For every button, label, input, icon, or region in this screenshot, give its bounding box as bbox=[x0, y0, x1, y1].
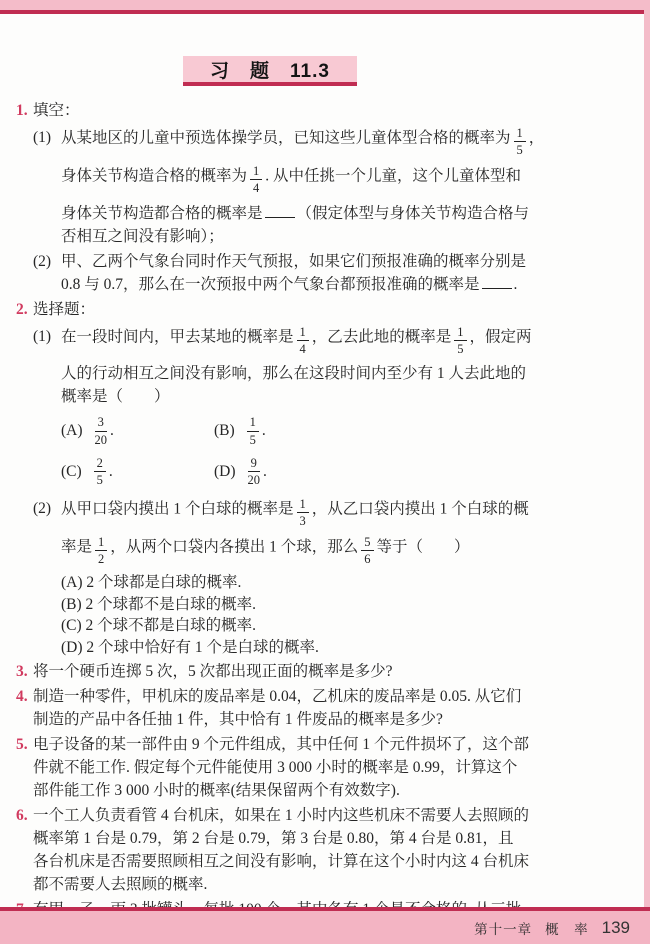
answer-blank bbox=[265, 204, 295, 218]
fraction-denominator: 5 bbox=[96, 473, 103, 488]
fraction-numerator: 1 bbox=[297, 497, 309, 513]
exercise-title-text: 习 题 11.3 bbox=[210, 60, 330, 82]
problem-line: 一个工人负责看管 4 台机床，如果在 1 小时内这些机床不需要人去照顾的 bbox=[33, 807, 530, 825]
option-cell: (B) $\frac{1}{5}$ . bbox=[214, 415, 266, 447]
problem-block bbox=[33, 126, 550, 248]
problem-line: 电子设备的某一部件由 9 个元件组成，其中任何 1 个元件损坏了，这个部 bbox=[33, 736, 530, 754]
problem-line: 否相互之间没有影响）； bbox=[61, 227, 224, 245]
fraction bbox=[297, 497, 309, 529]
option-row bbox=[61, 456, 550, 488]
fraction-numerator: 9 bbox=[248, 456, 261, 472]
option-cell: (A) $\frac{3}{20}$ . bbox=[61, 415, 114, 447]
problem-line: 部件能工作 3 000 小时的概率(结果保留两个有效数字). bbox=[33, 782, 400, 800]
problem-line: 各台机床是否需要照顾相互之间没有影响，计算在这个小时内这 4 台机床 bbox=[33, 853, 530, 871]
fraction bbox=[297, 325, 309, 357]
problem-block bbox=[33, 497, 550, 567]
item-label: (2) bbox=[33, 252, 52, 270]
problem-number: 5. bbox=[16, 736, 28, 754]
option-label: (C) bbox=[61, 462, 82, 480]
problem-line: 将一个硬币连掷 5 次，5 次都出现正面的概率是多少? bbox=[33, 663, 393, 681]
top-pink-band bbox=[0, 0, 650, 10]
problem-block bbox=[16, 99, 550, 122]
fraction bbox=[361, 535, 373, 567]
problem-block bbox=[16, 733, 550, 802]
fraction-numerator: 5 bbox=[361, 535, 373, 551]
fraction-numerator: 1 bbox=[250, 164, 262, 180]
option-line: (A) 2 个球都是白球的概率. bbox=[61, 574, 242, 592]
problem-line: 件就不能工作. 假定每个元件能使用 3 000 小时的概率是 0.99，计算这个 bbox=[33, 759, 518, 777]
fraction-numerator: 1 bbox=[95, 535, 107, 551]
problem-line: 概率第 1 台是 0.79，第 2 台是 0.79，第 3 台是 0.80，第 4 台是 0.81，且 bbox=[33, 830, 514, 848]
option-cell: (C) $\frac{2}{5}$ . bbox=[61, 456, 113, 488]
fraction bbox=[95, 415, 108, 447]
problem-line: 率是 $\frac{1}{2}$ ，从两个口袋内各摸出 1 个球，那么 $\frac{5}{6}$ 等于（ ） bbox=[61, 534, 470, 566]
problem-number: 6. bbox=[16, 807, 28, 825]
item-label: (2) bbox=[33, 499, 52, 517]
fraction-denominator: 5 bbox=[457, 341, 464, 356]
problem-block bbox=[16, 804, 550, 896]
problem-block bbox=[16, 298, 550, 321]
fraction-numerator: 1 bbox=[514, 126, 526, 142]
footer-page-number: 139 bbox=[601, 917, 630, 937]
problem-number: 3. bbox=[16, 663, 28, 681]
page-content bbox=[16, 14, 550, 944]
option-label: (B) bbox=[214, 422, 235, 440]
option-line: (D) 2 个球中恰好有 1 个是白球的概率. bbox=[61, 638, 319, 656]
problem-block bbox=[16, 685, 550, 731]
fraction bbox=[247, 415, 259, 447]
fraction bbox=[94, 456, 106, 488]
footer-pink-band bbox=[0, 911, 650, 944]
problem-line: 人的行动相互之间没有影响，那么在这段时间内至少有 1 人去此地的 bbox=[61, 365, 527, 383]
problem-block bbox=[33, 572, 550, 658]
fraction-denominator: 6 bbox=[364, 551, 371, 566]
problem-block bbox=[33, 325, 550, 409]
problem-line: 甲、乙两个气象台同时作天气预报，如果它们预报准确的概率分别是 bbox=[61, 252, 527, 270]
problem-line: 身体关节构造都合格的概率是 （假定体型与身体关节构造合格与 bbox=[61, 204, 530, 222]
fraction bbox=[250, 164, 262, 196]
problem-list bbox=[16, 99, 550, 944]
option-row bbox=[61, 415, 550, 447]
fraction bbox=[454, 325, 466, 357]
fraction-denominator: 20 bbox=[247, 473, 261, 488]
right-pink-strip bbox=[644, 0, 650, 944]
problem-number: 2. bbox=[16, 300, 28, 318]
fraction-denominator: 4 bbox=[299, 341, 306, 356]
fraction-numerator: 1 bbox=[454, 325, 466, 341]
fraction-denominator: 5 bbox=[516, 143, 523, 158]
problem-line: 身体关节构造合格的概率为 $\frac{1}{4}$ . 从中任挑一个儿童，这个儿童体型和 bbox=[61, 163, 522, 196]
problem-number: 1. bbox=[16, 102, 28, 119]
item-label: (1) bbox=[33, 129, 52, 146]
footer-section: 概 率 bbox=[545, 921, 589, 937]
problem-line: 选择题： bbox=[33, 300, 96, 318]
fraction-denominator: 5 bbox=[249, 432, 256, 447]
problem-line: 制造一种零件，甲机床的废品率是 0.04，乙机床的废品率是 0.05. 从它们 bbox=[33, 688, 522, 706]
problem-line: 在一段时间内，甲去某地的概率是 $\frac{1}{4}$ ，乙去此地的概率是 $\frac{1}{5}$ ，假定两 bbox=[61, 324, 532, 356]
fraction-numerator: 2 bbox=[94, 456, 106, 472]
option-label: (D) bbox=[214, 462, 236, 480]
fraction-denominator: 2 bbox=[98, 551, 105, 566]
problem-line: 从某地区的儿童中预选体操学员，已知这些儿童体型合格的概率为 $\frac{1}{5}$ ， bbox=[61, 126, 545, 158]
fraction-numerator: 1 bbox=[297, 325, 309, 341]
problem-line: 制造的产品中各任抽 1 件，其中恰有 1 件废品的概率是多少? bbox=[33, 711, 443, 729]
problem-line: 从甲口袋内摸出 1 个白球的概率是 $\frac{1}{3}$ ，从乙口袋内摸出 1 个白球的概 bbox=[61, 496, 529, 529]
problem-block bbox=[33, 415, 550, 488]
footer-chapter: 第十一章 bbox=[474, 921, 533, 937]
fraction-numerator: 3 bbox=[95, 415, 108, 431]
fraction bbox=[95, 535, 107, 567]
page-footer bbox=[0, 907, 650, 944]
fraction-denominator: 3 bbox=[299, 514, 306, 529]
fraction-denominator: 20 bbox=[94, 432, 108, 447]
fraction bbox=[248, 456, 261, 488]
problem-line: 0.8 与 0.7，那么在一次预报中两个气象台都预报准确的概率是 . bbox=[61, 275, 518, 293]
problem-line: 填空： bbox=[33, 102, 80, 119]
answer-blank bbox=[482, 275, 512, 289]
problem-number: 4. bbox=[16, 688, 28, 706]
problem-block bbox=[33, 250, 550, 296]
option-line: (C) 2 个球不都是白球的概率. bbox=[61, 617, 257, 635]
fraction-denominator: 4 bbox=[253, 181, 260, 196]
problem-line: 都不需要人去照顾的概率. bbox=[33, 876, 208, 894]
option-line: (B) 2 个球都不是白球的概率. bbox=[61, 595, 257, 613]
fraction bbox=[514, 126, 526, 158]
option-cell: (D) $\frac{9}{20}$ . bbox=[214, 456, 267, 488]
exercise-title bbox=[183, 56, 357, 86]
item-label: (1) bbox=[33, 327, 52, 345]
problem-block bbox=[16, 660, 550, 683]
option-label: (A) bbox=[61, 422, 83, 440]
problem-line: 概率是（ ） bbox=[61, 388, 170, 406]
fraction-numerator: 1 bbox=[247, 415, 259, 431]
